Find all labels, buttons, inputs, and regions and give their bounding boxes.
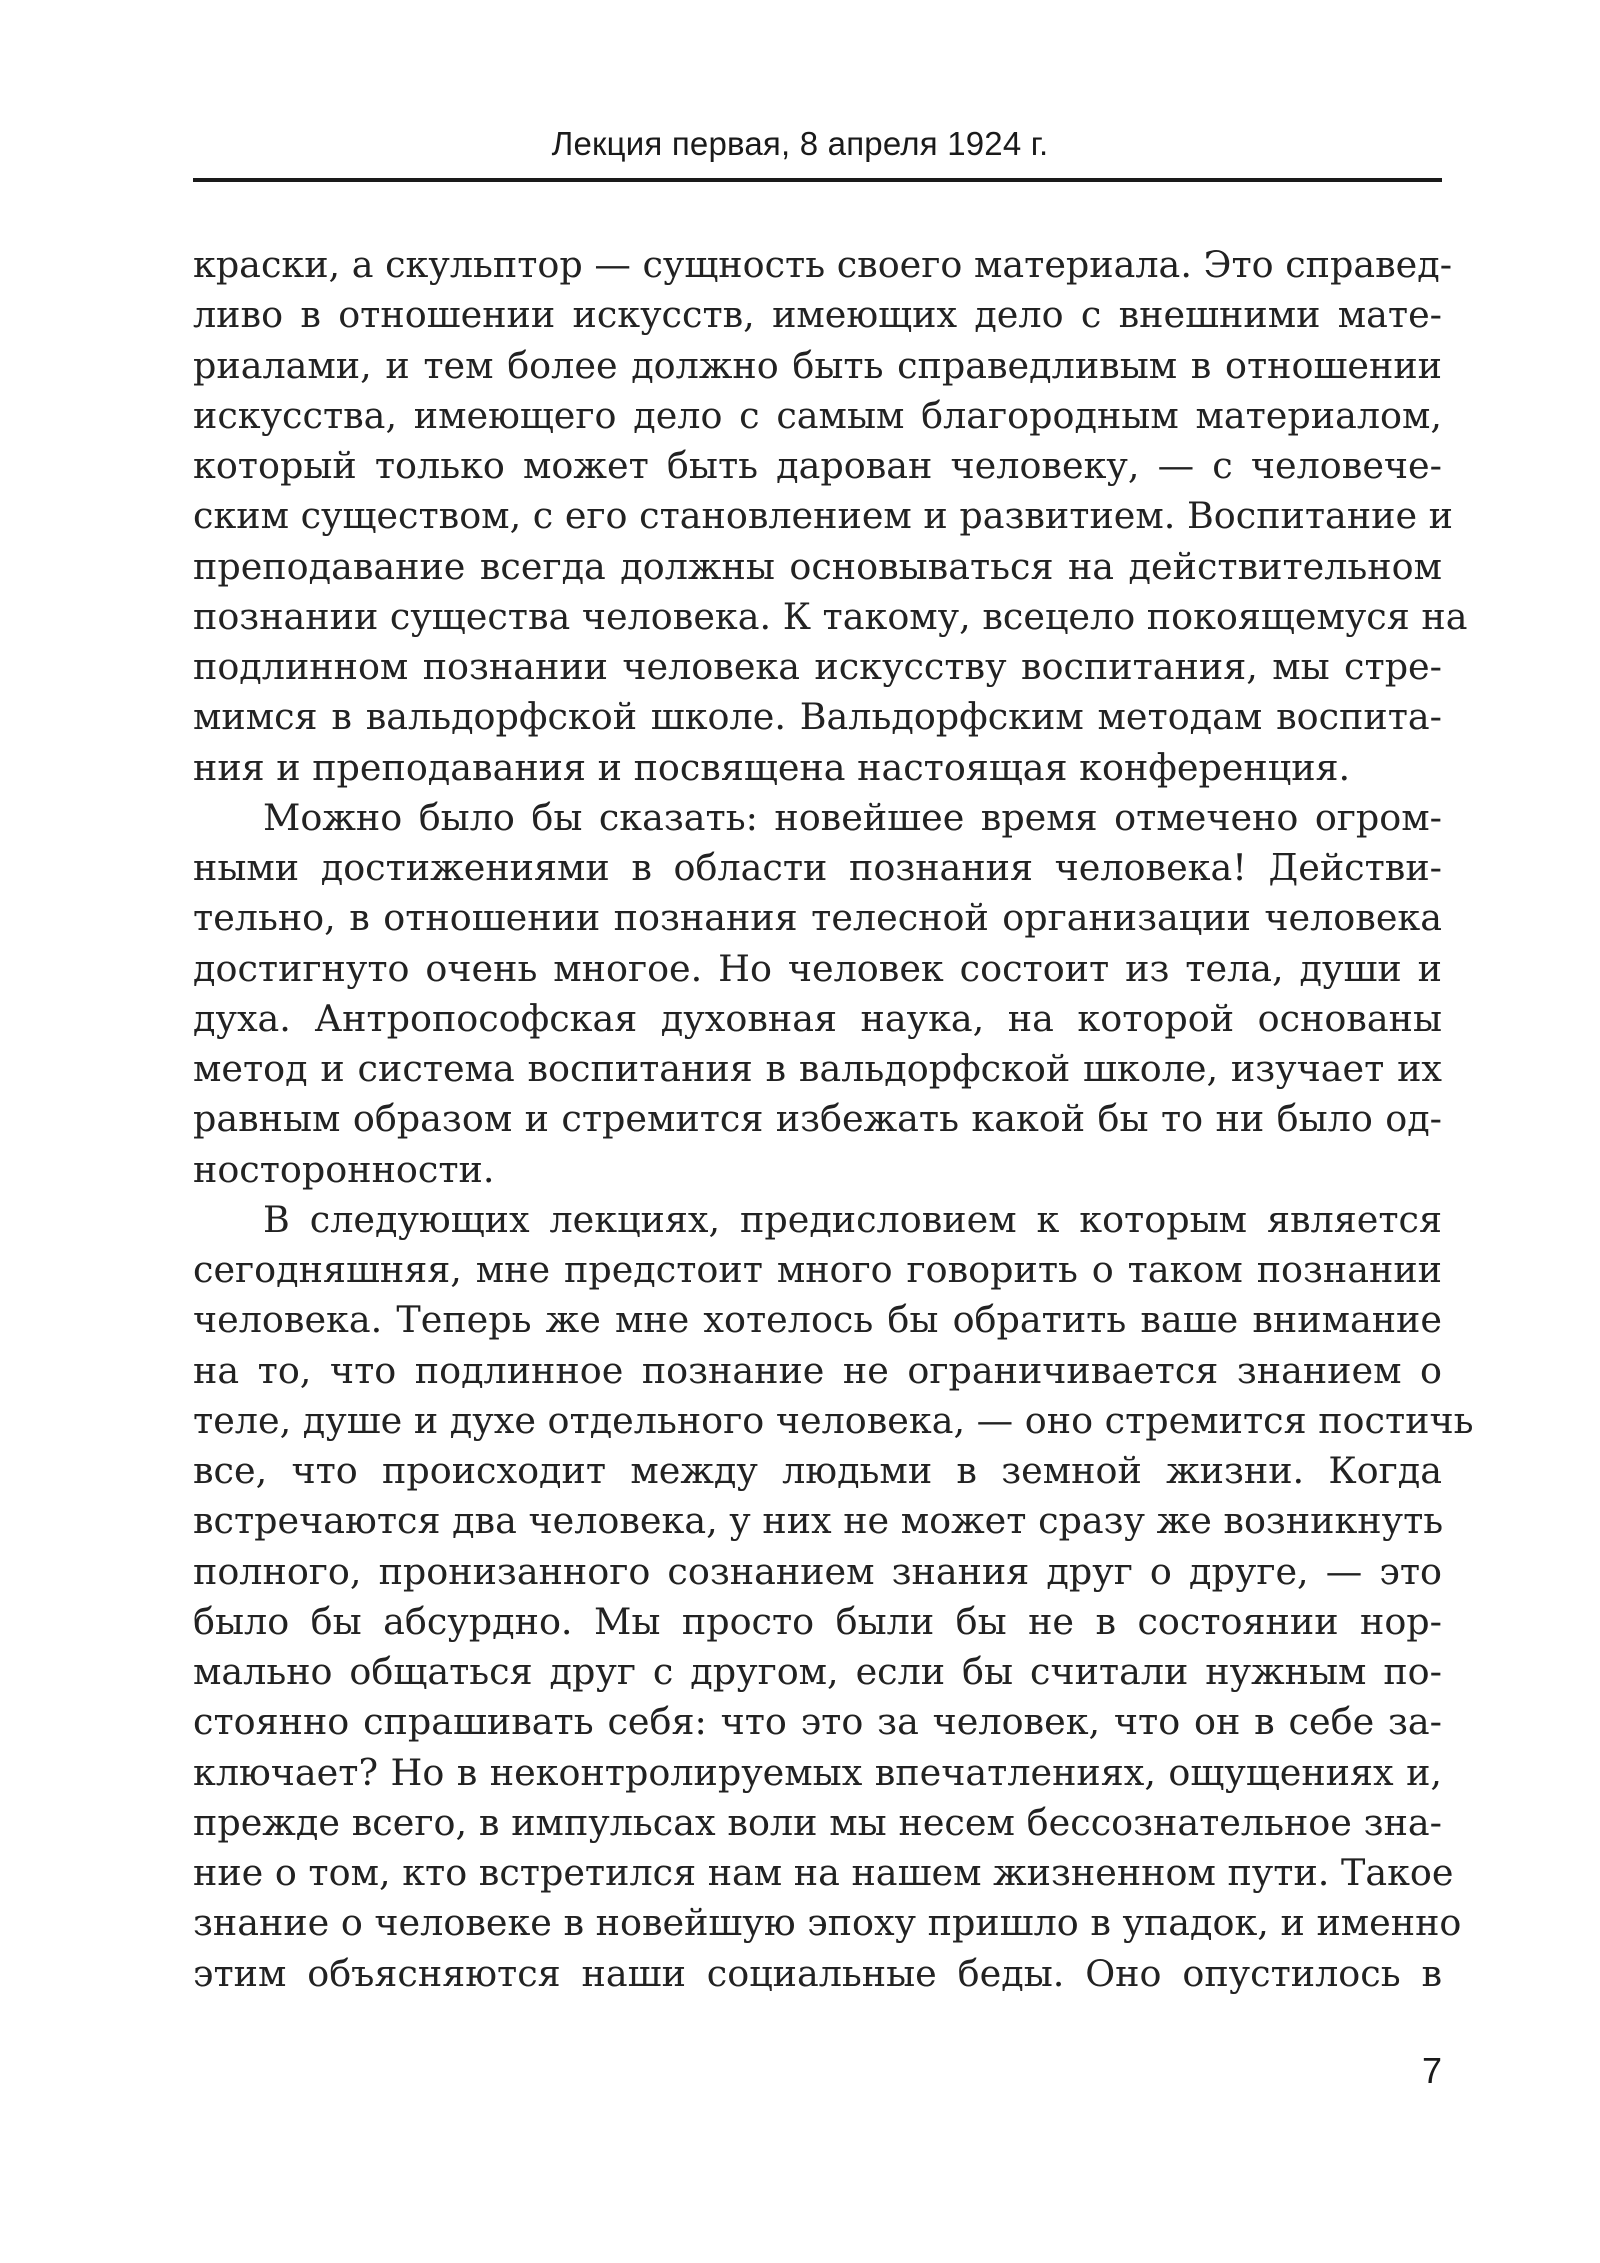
text-line: теле, душе и духе отдельного человека, — оно стремится постичь <box>193 1398 1474 1442</box>
text-line: стоянно спрашивать себя: что это за человек, что он в себе за- <box>193 1700 1442 1744</box>
text-line: ными достижениями в области познания человека! Действи- <box>193 846 1442 889</box>
text-line: краски, а скульптор — сущность своего материала. Это справед- <box>193 243 1453 286</box>
text-line: встречаются два человека, у них не может сразу же возникнуть <box>193 1499 1444 1543</box>
text-line: было бы абсурдно. Мы просто были бы не в состоянии нор- <box>193 1599 1442 1643</box>
text-line: сегодняшняя, мне предстоит много говорить о таком познании <box>193 1248 1442 1291</box>
text-line: мально общаться друг с другом, если бы считали нужным по- <box>193 1650 1442 1693</box>
text-line: ским существом, с его становлением и развитием. Воспитание и <box>193 494 1453 538</box>
text-line: ключает? Но в неконтролируемых впечатлениях, ощущениях и, <box>193 1750 1442 1794</box>
text-line: искусства, имеющего дело с самым благородным материалом, <box>193 393 1442 437</box>
text-line: который только может быть дарован человеку, — с человече- <box>193 444 1442 487</box>
text-line: знание о человеке в новейшую эпоху пришло в упадок, и именно <box>193 1901 1462 1945</box>
text-line: полного, пронизанного сознанием знания друг о друге, — это <box>193 1549 1442 1593</box>
text-line: этим объясняются наши социальные беды. Оно опустилось в <box>193 1951 1442 1995</box>
body-text <box>193 240 1474 1999</box>
text-line: ния и преподавания и посвящена настоящая конференция. <box>193 745 1351 789</box>
text-line: достигнуто очень многое. Но человек состоит из тела, души и <box>193 946 1442 990</box>
text-line: тельно, в отношении познания телесной организации человека <box>193 896 1442 940</box>
text-line: мимся в вальдорфской школе. Вальдорфским методам воспита- <box>193 695 1442 739</box>
text-line: духа. Антропософская духовная наука, на которой основаны <box>193 996 1442 1040</box>
header-rule <box>193 178 1442 182</box>
page-number: 7 <box>1421 2050 1442 2091</box>
text-line: ливо в отношении искусств, имеющих дело с внешними мате- <box>193 293 1442 337</box>
text-line: прежде всего, в импульсах воли мы несем бессознательное зна- <box>193 1800 1442 1844</box>
text-line: равным образом и стремится избежать какой бы то ни было од- <box>193 1097 1442 1141</box>
text-line: В следующих лекциях, предисловием к которым является <box>263 1197 1442 1241</box>
text-line: Можно было бы сказать: новейшее время отмечено огром- <box>263 795 1442 839</box>
text-line: риалами, и тем более должно быть справедливым в отношении <box>193 343 1442 387</box>
text-line: ние о том, кто встретился нам на нашем жизненном пути. Такое <box>193 1851 1454 1894</box>
text-line: преподавание всегда должны основываться на действительном <box>193 544 1442 588</box>
text-line: все, что происходит между людьми в земной жизни. Когда <box>193 1449 1442 1492</box>
text-line: человека. Теперь же мне хотелось бы обратить ваше внимание <box>193 1298 1442 1342</box>
text-line: носторонности. <box>193 1147 495 1191</box>
text-line: подлинном познании человека искусству воспитания, мы стре- <box>193 645 1442 688</box>
text-line: метод и система воспитания в вальдорфской школе, изучает их <box>193 1047 1442 1090</box>
text-line: познании существа человека. К такому, всецело покоящемуся на <box>193 594 1468 638</box>
running-header: Лекция первая, 8 апреля 1924 г. <box>551 125 1049 162</box>
text-line: на то, что подлинное познание не ограничивается знанием о <box>193 1348 1442 1392</box>
